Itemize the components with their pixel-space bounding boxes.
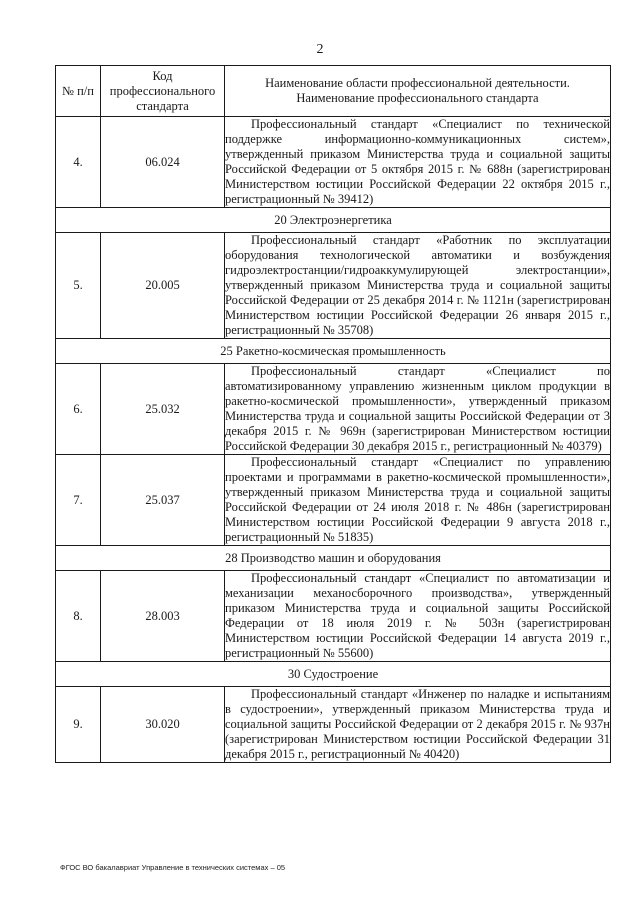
row-standard-text: Профессиональный стандарт «Специалист по автоматизированному управлению жизненным циклом продукции в ракетно-космической промышленности», утвержденный приказом Министерства труда и социальной защиты Российской Федерации от 3 декабря 2015 г. № 969н (зарегистрирован Министерством юстиции Российской Федерации 30 декабря 2015 г., регистрационный № 40379) [225, 364, 610, 453]
row-num: 8. [56, 571, 101, 662]
header-name-line2: Наименование профессионального стандарта [296, 91, 539, 105]
row-code: 25.032 [101, 364, 225, 455]
professional-standards-table [55, 65, 611, 763]
section-title: 20 Электроэнергетика [56, 208, 611, 233]
section-title: 25 Ракетно-космическая промышленность [56, 339, 611, 364]
document-footer: ФГОС ВО бакалавриат Управление в технических системах – 05 [60, 863, 286, 872]
table-row [56, 233, 611, 339]
row-standard-name [225, 571, 611, 662]
header-name-line1: Наименование области профессиональной деятельности. [265, 76, 570, 90]
header-code: Код профессионального стандарта [101, 66, 225, 117]
row-standard-name [225, 455, 611, 546]
section-title: 28 Производство машин и оборудования [56, 546, 611, 571]
row-standard-text: Профессиональный стандарт «Специалист по технической поддержке информационно-коммуникационных систем», утвержденный приказом Министерства труда и социальной защиты Российской Федерации от 5 октября 2015 г. № 688н (зарегистрирован Министерством юстиции Российской Федерации 22 октября 2015 г., регистрационный № 39412) [225, 117, 610, 206]
header-num: № п/п [56, 66, 101, 117]
row-num: 9. [56, 687, 101, 763]
section-row [56, 339, 611, 364]
table-row [56, 455, 611, 546]
section-row [56, 208, 611, 233]
row-num: 7. [56, 455, 101, 546]
row-standard-name [225, 364, 611, 455]
row-num: 6. [56, 364, 101, 455]
header-name [225, 66, 611, 117]
section-title: 30 Судостроение [56, 662, 611, 687]
table-row [56, 364, 611, 455]
row-standard-name [225, 233, 611, 339]
page-number: 2 [316, 42, 324, 57]
table-row [56, 571, 611, 662]
row-standard-text: Профессиональный стандарт «Специалист по автоматизации и механизации механосборочного производства», утвержденный приказом Министерства труда и социальной защиты Российской Федерации от 18 июля 2019 г. № 503н (зарегистрирован Министерством юстиции Российской Федерации 14 августа 2019 г., регистрационный № 55600) [225, 571, 610, 660]
row-code: 06.024 [101, 117, 225, 208]
table-row [56, 117, 611, 208]
row-num: 5. [56, 233, 101, 339]
row-code: 25.037 [101, 455, 225, 546]
row-standard-text: Профессиональный стандарт «Инженер по наладке и испытаниям в судостроении», утвержденный приказом Министерства труда и социальной защиты Российской Федерации от 2 декабря 2015 г. № 937н (зарегистрирован Министерством юстиции Российской Федерации 31 декабря 2015 г., регистрационный № 40420) [225, 687, 610, 761]
row-standard-name [225, 117, 611, 208]
row-standard-text: Профессиональный стандарт «Специалист по управлению проектами и программами в ракетно-космической промышленности», утвержденный приказом Министерства труда и социальной защиты Российской Федерации от 24 июля 2018 г. № 486н (зарегистрирован Министерством юстиции Российской Федерации 9 августа 2018 г., регистрационный № 51835) [225, 455, 610, 544]
table-row [56, 687, 611, 763]
section-row [56, 546, 611, 571]
row-code: 20.005 [101, 233, 225, 339]
row-num: 4. [56, 117, 101, 208]
section-row [56, 662, 611, 687]
row-standard-name [225, 687, 611, 763]
row-code: 30.020 [101, 687, 225, 763]
row-code: 28.003 [101, 571, 225, 662]
table-header-row [56, 66, 611, 117]
row-standard-text: Профессиональный стандарт «Работник по эксплуатации оборудования технологической автоматики и возбуждения гидроэлектростанции/гидроаккумулирующей электростанции», утвержденный приказом Министерства труда и социальной защиты Российской Федерации от 25 декабря 2014 г. № 1121н (зарегистрирован Министерством юстиции Российской Федерации 26 января 2015 г., регистрационный № 35708) [225, 233, 610, 337]
